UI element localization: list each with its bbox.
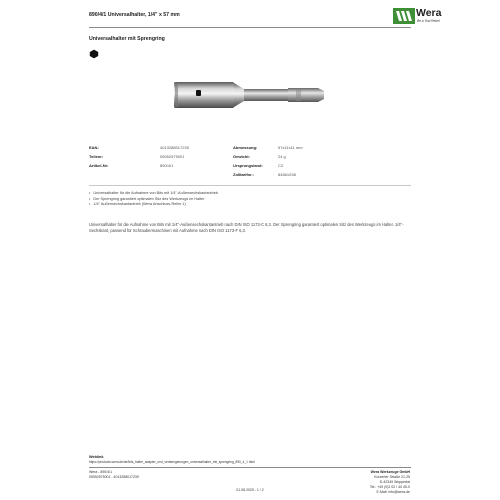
product-subtitle: Universalhalter mit Sprengring [89,36,165,42]
list-item: • Der Sprengring garantiert optimalen Sitz des Werkzeugs im Halter [89,197,218,203]
brand-tagline: Be a Tool Rebel [417,19,440,23]
footer-product-line: Wera - 890/4/1 [89,470,113,474]
feature-list [89,191,218,208]
spec-abmessung-value: 57x11x11 mm [278,145,303,150]
spec-ursprungsland-value: CZ [278,163,284,168]
footer-codes-line: 05052575001 - 4013288017239 [89,475,139,479]
weblink-label: Weblink [89,455,104,459]
page-info: 01.08.2025 - 1 / 2 [236,488,264,492]
spec-teilenr-value: 05052575001 [160,154,185,159]
spec-divider [89,185,411,186]
spec-zolltarifnr-value: 84661038 [278,172,296,177]
spec-zolltarifnr-label: Zolltarifnr.: [233,172,254,177]
spec-abmessung-label: Abmessung: [233,145,258,150]
list-item: • Universalhalter für die Aufnahme von Bits mit 1/4"-Außensechskantantrieb [89,191,218,197]
header-divider [89,27,411,28]
page-title: 890/4/1 Universalhalter, 1/4" x 57 mm [89,12,180,18]
footer-divider [89,467,411,468]
spec-artikelnr-label: Artikel-Nr: [89,163,109,168]
brand-name: Wera [416,7,442,19]
footer-address-city: D-42349 Wuppertal [379,480,410,484]
spec-teilenr-label: Teilenr: [89,154,104,159]
footer-company: Wera Werkzeuge GmbH [370,470,410,474]
product-image [174,80,324,110]
wera-logo-icon [393,8,415,24]
spec-artikelnr-value: 890/4/1 [160,163,174,168]
footer-phone: Tel.: +49 (0)2 02 / 40 45-0 [369,485,410,489]
spec-ursprungsland-label: Ursprungsland: [233,163,263,168]
footer-address-street: Korzerter Straße 21-25 [374,475,410,479]
weblink-url[interactable]: https://products.wera.de/de/bits_halter_adapter_und_verlaengerungen_universalhalter_mit_sprengring_890_4_1.html [89,460,255,464]
footer-email[interactable]: E-Mail: info@wera.de [376,490,410,494]
spec-ean-label: EAN: [89,145,99,150]
wera-logo-mark [396,11,412,21]
list-item: • 1/4" Außensechskantantrieb (Wera Anschluss-Reihe 1) [89,202,218,208]
hexagon-drive-icon [89,49,99,59]
spec-gewicht-value: 24 g [278,154,286,159]
product-description: Universalhalter für die Aufnahme von Bits mit 1/4"-Außensechskantantrieb nach DIN ISO 1173-C 6,3. Der Sprengring garantiert optimalen Sitz des Werkzeugs im Halter. 1/4"-Sechskant, passend für Schraubermaschinen mit Aufnahme nach DIN ISO 1173-F 6,3. [89,222,404,233]
spec-gewicht-label: Gewicht: [233,154,250,159]
spec-ean-value: 4013288017239 [160,145,189,150]
